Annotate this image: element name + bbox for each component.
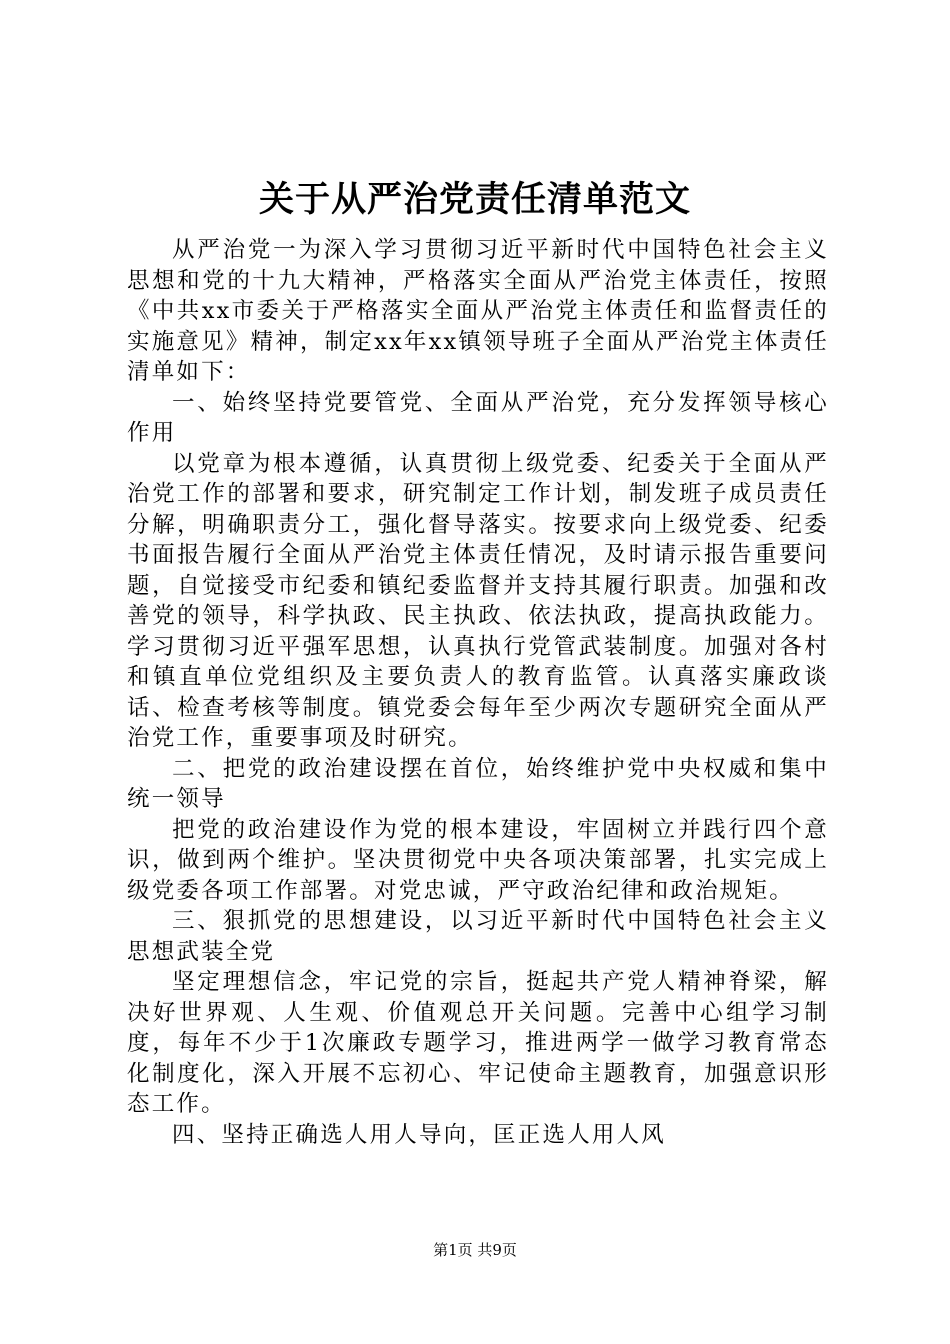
section-heading-3: 三、狠抓党的思想建设，以习近平新时代中国特色社会主义思想武装全党 [127, 908, 829, 965]
section-paragraph-1: 以党章为根本遵循，认真贯彻上级党委、纪委关于全面从严治党工作的部署和要求，研究制定工作计划，制发班子成员责任分解，明确职责分工，强化督导落实。按要求向上级党委、纪委书面报告履行全面从严治党主体责任情况，及时请示报告重要问题，自觉接受市纪委和镇纪委监督并支持其履行职责。加强和改善党的领导，科学执政、民主执政、依法执政，提高执政能力。学习贯彻习近平强军思想，认真执行党管武装制度。加强对各村和镇直单位党组织及主要负责人的教育监管。认真落实廉政谈话、检查考核等制度。镇党委会每年至少两次专题研究全面从严治党工作，重要事项及时研究。 [127, 450, 829, 751]
page-footer: 第1页 共9页 [433, 1241, 517, 1259]
section-heading-1: 一、始终坚持党要管党、全面从严治党，充分发挥领导核心作用 [127, 389, 829, 446]
document-body [127, 235, 829, 1150]
intro-paragraph: 从严治党一为深入学习贯彻习近平新时代中国特色社会主义思想和党的十九大精神，严格落实全面从严治党主体责任，按照《中共xx市委关于严格落实全面从严治党主体责任和监督责任的实施意见》精神，制定xx年xx镇领导班子全面从严治党主体责任清单如下： [127, 237, 829, 385]
section-paragraph-3: 坚定理想信念，牢记党的宗旨，挺起共产党人精神脊梁，解决好世界观、人生观、价值观总开关问题。完善中心组学习制度，每年不少于1次廉政专题学习，推进两学一做学习教育常态化制度化，深入开展不忘初心、牢记使命主题教育，加强意识形态工作。 [127, 969, 829, 1117]
section-heading-4: 四、坚持正确选人用人导向，匡正选人用人风 [172, 1121, 667, 1148]
document-title: 关于从严治党责任清单范文 [258, 179, 691, 220]
section-heading-2: 二、把党的政治建设摆在首位，始终维护党中央权威和集中统一领导 [127, 755, 829, 812]
section-paragraph-2: 把党的政治建设作为党的根本建设，牢固树立并践行四个意识，做到两个维护。坚决贯彻党中央各项决策部署，扎实完成上级党委各项工作部署。对党忠诚，严守政治纪律和政治规矩。 [127, 816, 829, 904]
